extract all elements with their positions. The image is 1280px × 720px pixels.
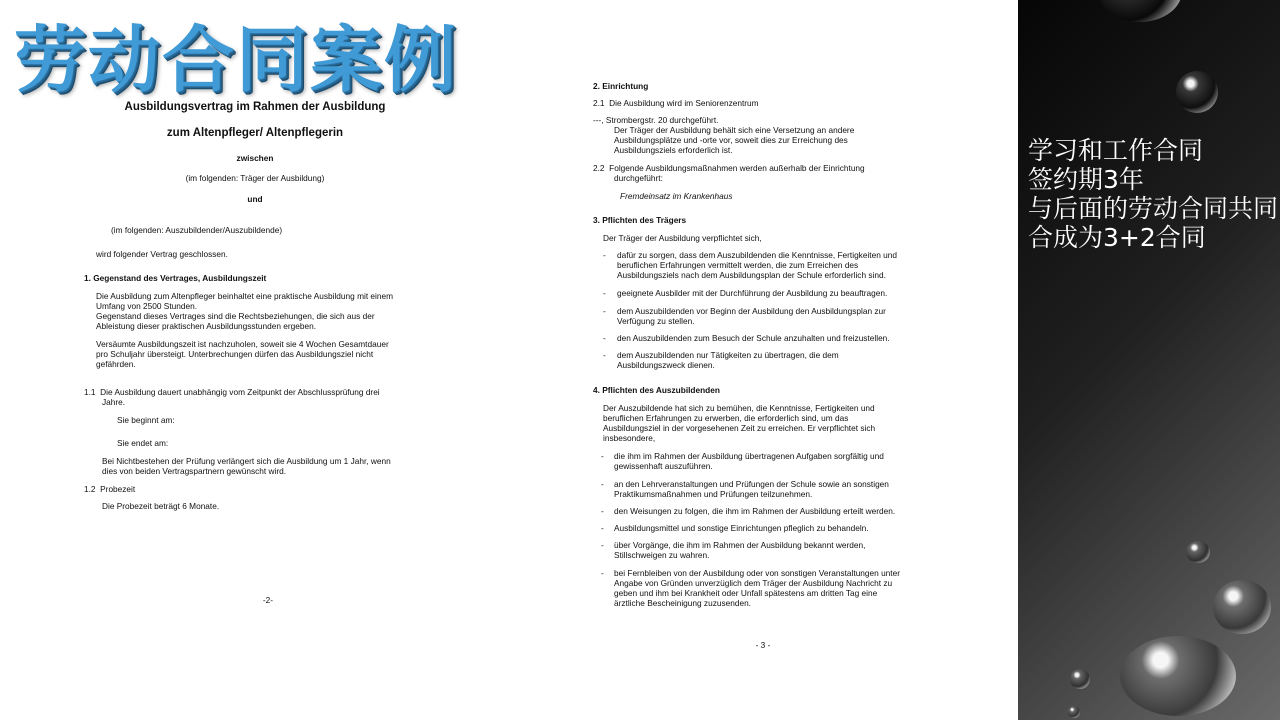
s12-title: 1.2 Probezeit: [84, 484, 136, 494]
s1-line: Die Ausbildung zum Altenpfleger beinhaltet eine praktische Ausbildung mit einem: [96, 291, 394, 301]
list-dash: -: [601, 451, 604, 461]
s4-intro: beruflichen Erfahrungen zu erwerben, die erforderlich sind, um das: [603, 413, 849, 423]
ends-field: Sie endet am:: [117, 438, 169, 448]
contract-heading-2: zum Altenpfleger/ Altenpflegerin: [166, 127, 344, 139]
s21-line: ---, Strombergstr. 20 durchgeführt.: [593, 115, 719, 125]
section-1-title: 1. Gegenstand des Vertrages, Ausbildungszeit: [84, 273, 267, 283]
list-dash: -: [603, 350, 606, 360]
s4-item: Ausbildungsmittel und sonstige Einrichtungen pfleglich zu behandeln.: [614, 523, 869, 533]
s4-item: die ihm im Rahmen der Ausbildung übertragenen Aufgaben sorgfältig und: [614, 451, 884, 461]
between-text: zwischen: [236, 153, 274, 163]
s22-item: Fremdeinsatz im Krankenhaus: [620, 191, 733, 201]
water-drop-icon: [1070, 669, 1090, 689]
closing-sentence: wird folgender Vertrag geschlossen.: [96, 249, 228, 259]
s1-line: Ableistung dieser praktischen Ausbildungsstunden ergeben.: [96, 321, 317, 331]
s4-item: geben und ihm bei Krankheit oder Unfall spätestens am dritten Tag eine: [614, 588, 878, 598]
list-dash: -: [601, 540, 604, 550]
s4-item: über Vorgänge, die ihm im Rahmen der Ausbildung bekannt werden,: [614, 540, 866, 550]
slide-title: 劳动合同案例: [14, 18, 459, 102]
s1-line: Gegenstand dieses Vertrages sind die Rechtsbeziehungen, die sich aus der: [96, 311, 375, 321]
water-drop-icon: [1186, 541, 1210, 563]
s21-line: Der Träger der Ausbildung behält sich eine Versetzung an andere: [614, 125, 855, 135]
s21-line: Ausbildungsziels erforderlich ist.: [614, 145, 733, 155]
s11-extension: Bei Nichtbestehen der Prüfung verlängert sich die Ausbildung um 1 Jahr, wenn: [102, 456, 391, 466]
list-dash: -: [601, 506, 604, 516]
s1-line: gefährden.: [96, 359, 136, 369]
sidebar-line: 与后面的劳动合同共同: [1028, 194, 1279, 223]
water-drop-icon: [1213, 580, 1271, 634]
list-dash: -: [601, 479, 604, 489]
list-dash: -: [603, 288, 606, 298]
page-number-right: - 3 -: [755, 640, 771, 650]
list-dash: -: [601, 568, 604, 578]
section-2-title: 2. Einrichtung: [593, 81, 649, 91]
section-3-title: 3. Pflichten des Trägers: [593, 215, 687, 225]
s3-item: Verfügung zu stellen.: [617, 316, 695, 326]
s4-item: gewissenhaft auszuführen.: [614, 461, 713, 471]
s4-item: bei Fernbleiben von der Ausbildung oder von sonstigen Veranstaltungen unter: [614, 568, 900, 578]
s22-line: 2.2 Folgende Ausbildungsmaßnahmen werden außerhalb der Einrichtung: [593, 163, 865, 173]
list-dash: -: [601, 523, 604, 533]
s11-line: 1.1 Die Ausbildung dauert unabhängig vom Zeitpunkt der Abschlussprüfung drei: [84, 387, 380, 397]
s22-line: durchgeführt:: [614, 173, 663, 183]
s3-item: Ausbildungsziels nach dem Ausbildungsplan der Schule erforderlich sind.: [617, 270, 886, 280]
s1-line: pro Schuljahr übersteigt. Unterbrechungen dürfen das Ausbildungsziel nicht: [96, 349, 374, 359]
s4-item: Stillschweigen zu wahren.: [614, 550, 710, 560]
s3-item: den Auszubildenden zum Besuch der Schule anzuhalten und freizustellen.: [617, 333, 890, 343]
sidebar-notes: [1028, 136, 1278, 252]
s4-item: Angabe von Gründen unverzüglich dem Träger der Ausbildung Nachricht zu: [614, 578, 893, 588]
and-text: und: [247, 194, 263, 204]
list-dash: -: [603, 250, 606, 260]
sidebar-line: 合成为3+2合同: [1028, 223, 1206, 252]
s3-item: Ausbildungszweck dienen.: [617, 360, 715, 370]
s4-item: Praktikumsmaßnahmen und Prüfungen teilzunehmen.: [614, 489, 813, 499]
s21-line: Ausbildungsplätze und -orte vor, soweit dies zur Erreichung des: [614, 135, 848, 145]
party-trainer: (im folgenden: Träger der Ausbildung): [185, 173, 325, 183]
begins-field: Sie beginnt am:: [117, 415, 175, 425]
s11-line: Jahre.: [102, 397, 126, 407]
s3-item: dem Auszubildenden nur Tätigkeiten zu übertragen, die dem: [617, 350, 839, 360]
s4-intro: insbesondere,: [603, 433, 656, 443]
water-drop-icon: [1120, 636, 1236, 716]
s21-line: 2.1 Die Ausbildung wird im Seniorenzentrum: [593, 98, 759, 108]
s1-line: Versäumte Ausbildungszeit ist nachzuholen, soweit sie 4 Wochen Gesamtdauer: [96, 339, 389, 349]
s3-item: beruflichen Erfahrungen vermittelt werden, die zum Erreichen des: [617, 260, 859, 270]
list-dash: -: [603, 333, 606, 343]
list-dash: -: [603, 306, 606, 316]
s4-item: an den Lehrveranstaltungen und Prüfungen der Schule sowie an sonstigen: [614, 479, 889, 489]
s3-item: dem Auszubildenden vor Beginn der Ausbildung den Ausbildungsplan zur: [617, 306, 886, 316]
party-trainee: (im folgenden: Auszubildender/Auszubildende): [111, 225, 283, 235]
water-drop-icon: [1098, 0, 1182, 22]
water-drop-icon: [1176, 71, 1218, 113]
page-number-left: -2-: [262, 595, 274, 605]
s4-intro: Ausbildungsziel in der vorgesehenen Zeit zu erreichen. Er verpflichtet sich: [603, 423, 876, 433]
s12-text: Die Probezeit beträgt 6 Monate.: [102, 501, 220, 511]
s3-item: dafür zu sorgen, dass dem Auszubildenden die Kenntnisse, Fertigkeiten und: [617, 250, 897, 260]
sidebar-line: 签约期3年: [1028, 165, 1144, 194]
sidebar-line: 学习和工作合同: [1028, 136, 1204, 165]
sidebar-panel: [1018, 0, 1280, 720]
s1-line: Umfang von 2500 Stunden.: [96, 301, 198, 311]
section-4-title: 4. Pflichten des Auszubildenden: [593, 385, 720, 395]
s4-intro: Der Auszubildende hat sich zu bemühen, die Kenntnisse, Fertigkeiten und: [603, 403, 875, 413]
s4-item: den Weisungen zu folgen, die ihm im Rahmen der Ausbildung erteilt werden.: [614, 506, 896, 516]
s4-item: ärztliche Bescheinigung zuzusenden.: [614, 598, 751, 608]
s3-item: geeignete Ausbilder mit der Durchführung der Ausbildung zu beauftragen.: [617, 288, 888, 298]
s11-extension: dies von beiden Vertragspartnern gewünscht wird.: [102, 466, 287, 476]
contract-heading-1: Ausbildungsvertrag im Rahmen der Ausbildung: [124, 101, 386, 113]
water-drop-icon: [1068, 706, 1080, 718]
s3-intro: Der Träger der Ausbildung verpflichtet sich,: [603, 233, 762, 243]
